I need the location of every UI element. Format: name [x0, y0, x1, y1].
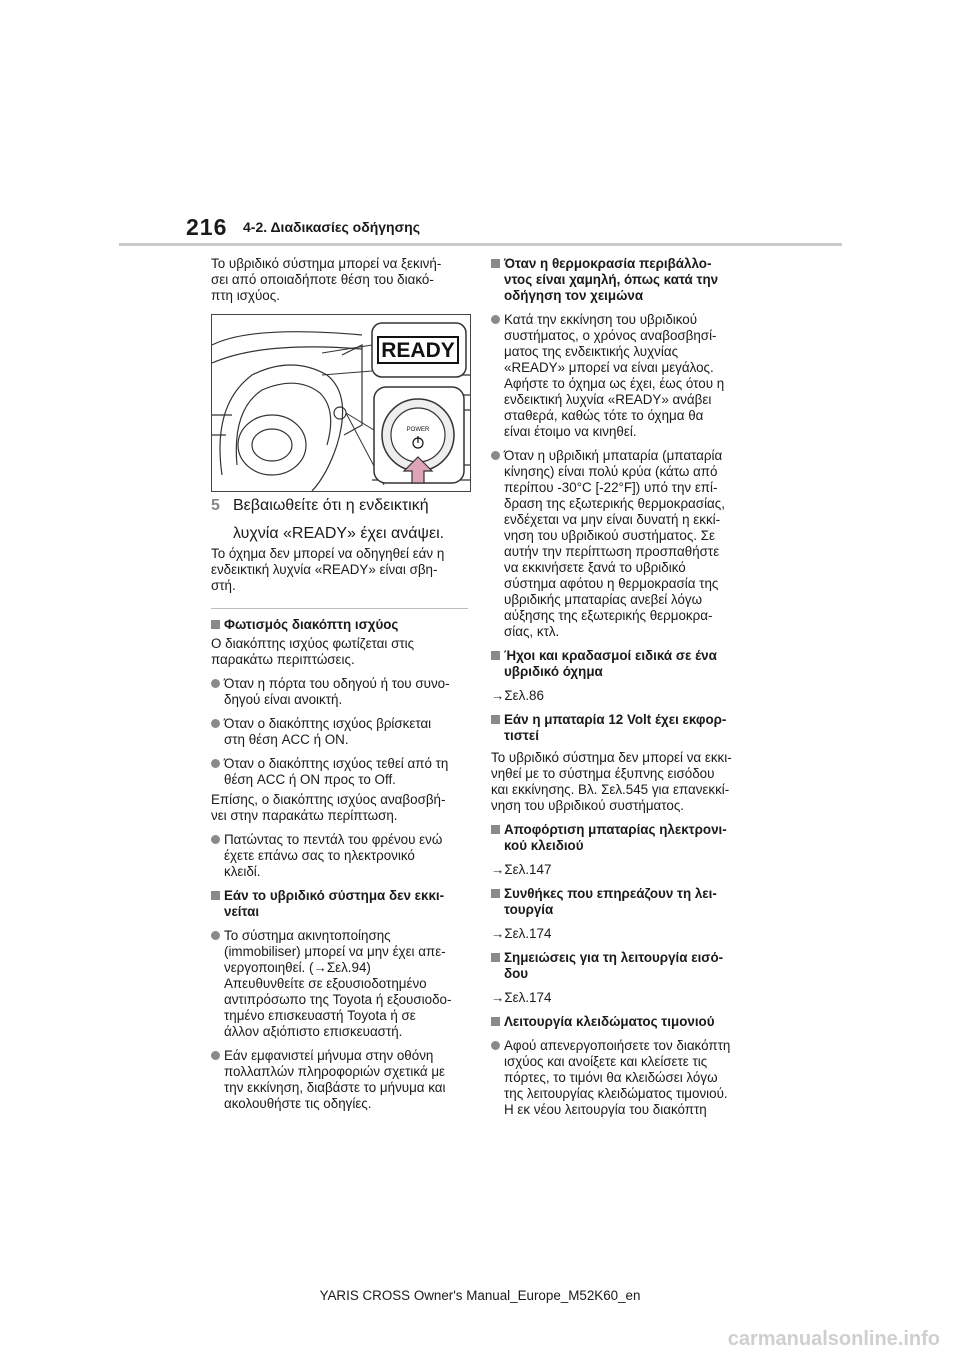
section-title: 4-2. Διαδικασίες οδήγησης	[243, 219, 421, 235]
ref-link[interactable]: →Σελ.174	[491, 926, 552, 941]
ready-label: READY	[381, 339, 455, 362]
step-number: 5	[211, 497, 220, 514]
ref-link[interactable]: →Σελ.86	[491, 688, 544, 703]
bullet: Εάν εμφανιστεί μήνυμα στην οθόνη πολλαπλών πληροφοριών σχετικά με την εκκίνηση, διαβάστε το μήνυμα και ακολουθήστε τις οδηγίες.	[211, 1048, 473, 1112]
bullet: Το σύστημα ακινητοποίησης (immobiliser) μπορεί να μην έχει απε- νεργοποιηθεί. (→Σελ.94) Απευθυνθείτε σε εξουσιοδοτημένο αντιπρόσωπο της Toyota ή εξουσιοδο- τημένο επισκευαστή Toyota ή σε άλλον αξιόπιστο επισκευαστή.	[211, 928, 473, 1040]
paragraph: Το υβριδικό σύστημα δεν μπορεί να εκκι- νηθεί με το σύστημα έξυπνης εισόδου και εκκίνησης. Βλ. Σελ.545 για επανεκκί- νηση του υβριδικού συστήματος.	[491, 750, 732, 813]
ref-link[interactable]: →Σελ.174	[491, 990, 552, 1005]
step-5: 5 Βεβαιωθείτε ότι η ενδεικτική λυχνία «READY» έχει ανάψει.	[211, 494, 471, 546]
dashboard-illustration	[211, 314, 471, 492]
bullet: Όταν η πόρτα του οδηγού ή του συνο- δηγού είναι ανοικτή.	[211, 676, 473, 708]
bullet: Όταν ο διακόπτης ισχύος τεθεί από τη θέση ACC ή ON προς το Off.	[211, 756, 473, 788]
heading-12v-battery: Εάν η μπαταρία 12 Volt έχει εκφορ- τιστεί	[491, 712, 759, 744]
heading-power-switch-light: Φωτισμός διακόπτη ισχύος	[211, 617, 473, 633]
separator	[211, 608, 468, 609]
heading-key-battery: Αποφόρτιση μπαταρίας ηλεκτρονι- κού κλειδιού	[491, 822, 759, 854]
watermark: carmanualsonline.info	[727, 1328, 940, 1350]
left-notes: Φωτισμός διακόπτη ισχύος Ο διακόπτης ισχύος φωτίζεται στις παρακάτω περιπτώσεις. Όταν η πόρτα του οδηγού ή του συνο- δηγού είναι ανοικτή. Όταν ο διακόπτης ισχύος βρίσκεται στη θέση ACC ή ON. Όταν ο διακόπτης ισχύος τεθεί από τη θέση ACC ή ON προς το Off. Επίσης, ο διακόπτης ισχύος αναβοσβή- νει στην παρακάτω περίπτωση. Πατώντας το πεντάλ του φρένου ενώ έχετε επάνω σας το ηλεκτρονικό κλειδί. Εάν το υβριδικό σύστημα δεν εκκι- νείται Το σύστημα ακινητοποίησης (immobiliser) μπορεί να μην έχει απε- νεργοποιηθεί. (→Σελ.94) Απευθυνθείτε σε εξουσιοδοτημένο αντιπρόσωπο της Toyota ή εξουσιοδο- τημένο επισκευαστή Toyota ή σε άλλον αξιόπιστο επισκευαστή. Εάν εμφανιστεί μήνυμα στην οθόνη πολλαπλών πληροφοριών σχετικά με την εκκίνηση, διαβάστε το μήνυμα και ακολουθήστε τις οδηγίες.	[211, 617, 473, 1112]
heading-low-temp: Όταν η θερμοκρασία περιβάλλο- ντος είναι χαμηλή, όπως κατά την οδήγηση τον χειμώνα	[491, 256, 759, 304]
heading-sounds: Ήχοι και κραδασμοί ειδικά σε ένα υβριδικό όχημα	[491, 648, 759, 680]
heading-no-start: Εάν το υβριδικό σύστημα δεν εκκι- νείται	[211, 888, 473, 920]
bullet: Κατά την εκκίνηση του υβριδικού συστήματος, ο χρόνος αναβοσβησί- ματος της ενδεικτικής λυχνίας «READY» μπορεί να είναι μεγάλος. Αφήστε το όχημα ως έχει, έως ότου η ενδεικτική λυχνία «READY» ανάβει σταθερά, καθώς τότε το όχημα θα είναι έτοιμο να κινηθεί.	[491, 312, 759, 440]
step-note: Το όχημα δεν μπορεί να οδηγηθεί εάν η ενδεικτική λυχνία «READY» είναι σβη- στή.	[211, 546, 445, 593]
footer-text: YARIS CROSS Owner's Manual_Europe_M52K60_en	[319, 1288, 641, 1303]
ref-link[interactable]: →Σελ.147	[491, 862, 552, 877]
bullet: Όταν ο διακόπτης ισχύος βρίσκεται στη θέση ACC ή ON.	[211, 716, 473, 748]
bullet: Όταν η υβριδική μπαταρία (μπαταρία κίνησης) είναι πολύ κρύα (κάτω από περίπου -30°C [-22°F]) υπό την επί- δραση της εξωτερικής θερμοκρασίας, ενδέχεται να μην είναι δυνατή η εκκί- νηση του υβριδικού συστήματος. Σε αυτήν την περίπτωση προσπαθήστε να εκκινήσετε ξανά το υβριδικό σύστημα αφότου η θερμοκρασία της υβριδικής μπαταρίας ανεβεί λόγω αύξησης της εξωτερικής θερμοκρα- σίας, κτλ.	[491, 448, 759, 640]
heading-conditions: Συνθήκες που επηρεάζουν τη λει- τουργία	[491, 886, 759, 918]
bullet: Αφού απενεργοποιήσετε τον διακόπτη ισχύος και ανοίξετε και κλείσετε τις πόρτες, το τιμόνι θα κλειδώσει λόγω της λειτουργίας κλειδώματος τιμονιού. Η εκ νέου λειτουργία του διακόπτη	[491, 1038, 759, 1118]
bullet: Πατώντας το πεντάλ του φρένου ενώ έχετε επάνω σας το ηλεκτρονικό κλειδί.	[211, 832, 473, 880]
heading-entry-notes: Σημειώσεις για τη λειτουργία εισό- δου	[491, 950, 759, 982]
page-number: 216	[186, 214, 228, 240]
header-rule	[119, 243, 842, 246]
dashboard-drawing	[212, 315, 470, 491]
right-notes	[491, 256, 759, 1118]
heading-steering-lock: Λειτουργία κλειδώματος τιμονιού	[491, 1014, 759, 1030]
left-intro: Το υβριδικό σύστημα μπορεί να ξεκινή- σει από οποιαδήποτε θέση του διακό- πτη ισχύος.	[211, 256, 442, 303]
power-label: POWER	[406, 427, 430, 433]
